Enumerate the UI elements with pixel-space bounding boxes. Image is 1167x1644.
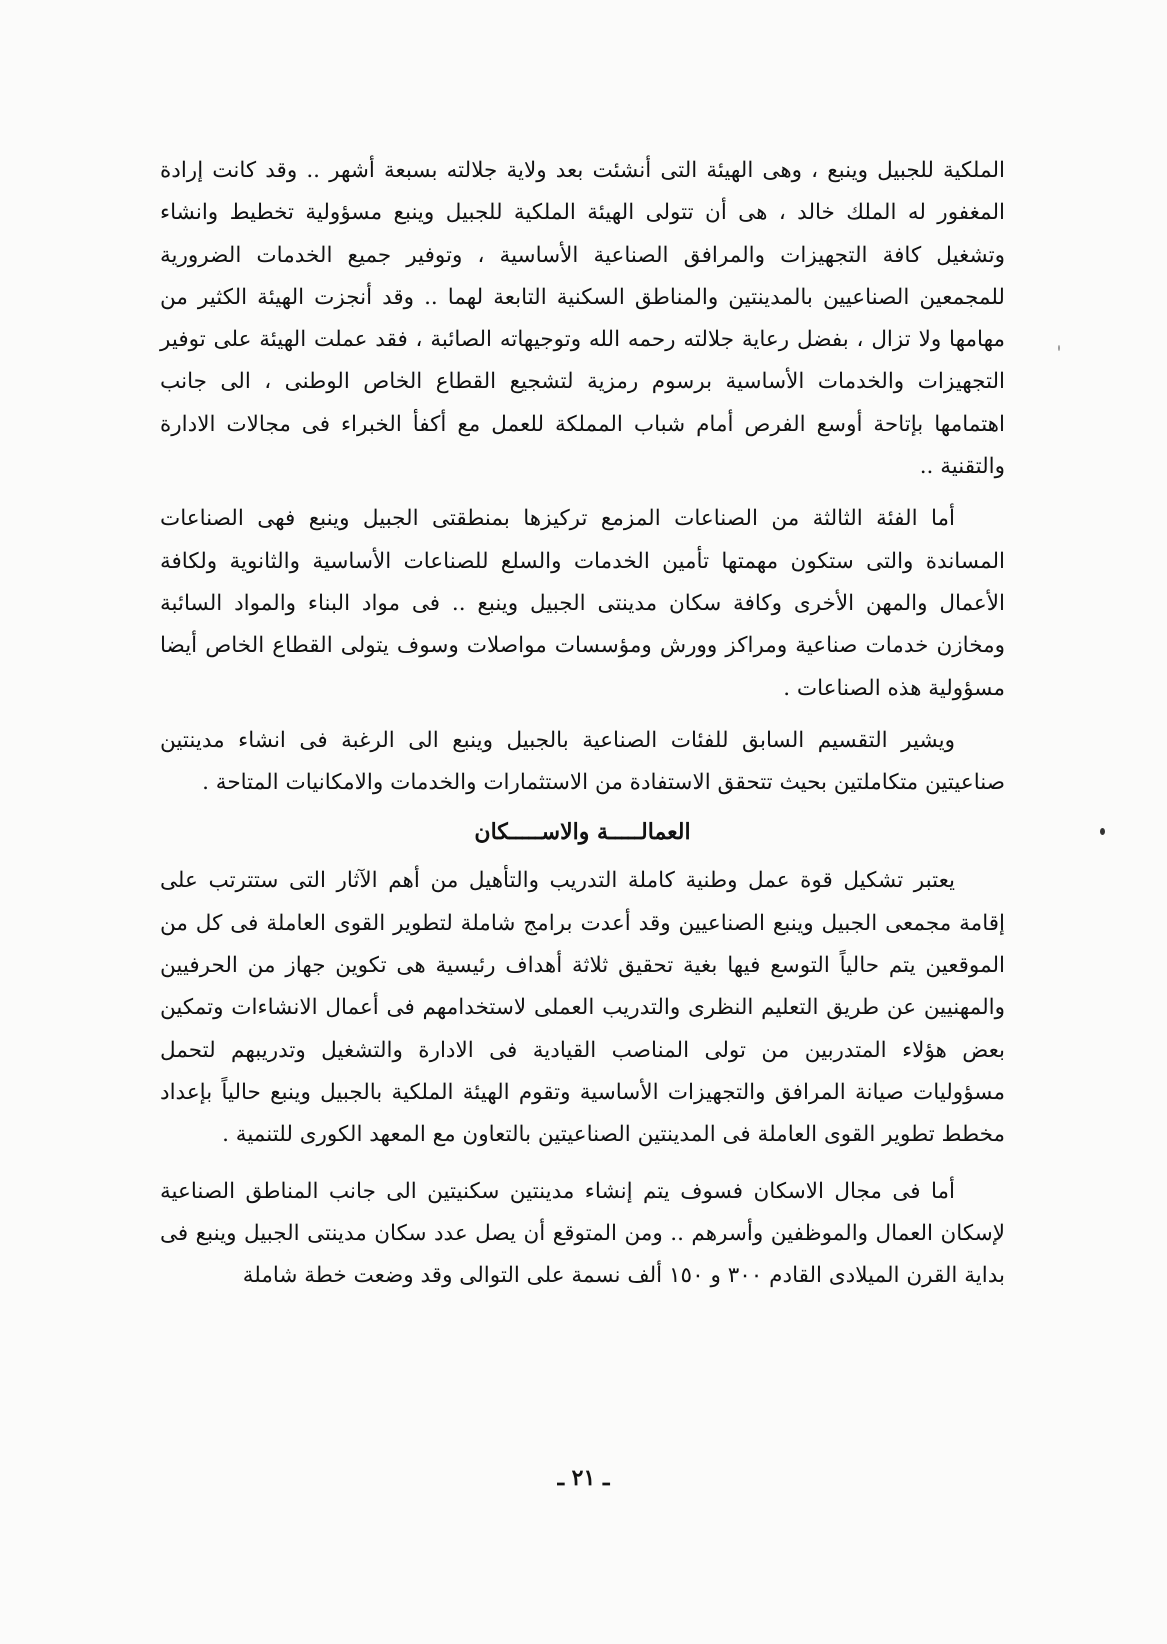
paragraph-royal-commission: الملكية للجبيل وينبع ، وهى الهيئة التى أنشئت بعد ولاية جلالته بسبعة أشهر .. وقد كانت إرادة المغفور له الملك خالد ، هى أن تتولى الهيئة الملكية للجبيل وينبع مسؤولية تخطيط وانشاء وتشغيل كافة التجهيزات والمرافق الصناعية الأساسية ، وتوفير جميع الخدمات الضرورية للمجمعين الصناعيين بالمدينتين والمناطق السكنية التابعة لهما .. وقد أنجزت الهيئة الكثير من مهامها ولا تزال ، بفضل رعاية جلالته رحمه الله وتوجيهاته الصائبة ، فقد عملت الهيئة على توفير التجهيزات والخدمات الأساسية برسوم رمزية لتشجيع القطاع الخاص الوطنى ، الى جانب اهتمامها بإتاحة أوسع الفرص أمام شباب المملكة للعمل مع أكفأ الخبراء فى مجالات الادارة والتقنية ..: [160, 158, 1005, 480]
paragraph-support-industries: أما الفئة الثالثة من الصناعات المزمع تركيزها بمنطقتى الجبيل وينبع فهى الصناعات المساندة والتى ستكون مهمتها تأمين الخدمات والسلع للصناعات الأساسية والثانوية ولكافة الأعمال والمهن الأخرى وكافة سكان مدينتى الجبيل وينبع .. فى مواد البناء والمواد السائبة ومخازن خدمات صناعية ومراكز وورش ومؤسسات مواصلات وسوف يتولى القطاع الخاص أيضا مسؤولية هذه الصناعات .: [160, 506, 1005, 701]
document-page: [160, 150, 1005, 1297]
scan-speck: [1100, 828, 1105, 835]
page-number: ـ ٢١ ـ: [557, 1465, 610, 1491]
section-heading: العمالـــــة والاســـــكان: [474, 819, 691, 846]
scan-speck: [1058, 345, 1060, 351]
spacer: [160, 1157, 1005, 1171]
spacer: [160, 488, 1005, 498]
paragraph-workforce: يعتبر تشكيل قوة عمل وطنية كاملة التدريب والتأهيل من أهم الآثار التى ستترتب على إقامة مجمعى الجبيل وينبع الصناعيين وقد أعدت برامج شاملة لتطوير القوى العاملة فى كل من الموقعين يتم حالياً التوسع فيها بغية تحقيق ثلاثة أهداف رئيسية هى تكوين جهاز من الحرفيين والمهنيين عن طريق التعليم النظرى والتدريب العملى لاستخدامهم فى أعمال الانشاءات وتمكين بعض هؤلاء المتدربين من تولى المناصب القيادية فى الادارة والتشغيل وتدريبهم لتحمل مسؤوليات صيانة المرافق والتجهيزات الأساسية وتقوم الهيئة الملكية بالجبيل وينبع حالياً بإعداد مخطط تطوير القوى العاملة فى المدينتين الصناعيتين بالتعاون مع المعهد الكورى للتنمية .: [160, 868, 1005, 1148]
spacer: [160, 710, 1005, 720]
paragraph-industrial-classification: ويشير التقسيم السابق للفئات الصناعية بالجبيل وينبع الى الرغبة فى انشاء مدينتين صناعيتين متكاملتين بحيث تتحقق الاستفادة من الاستثمارات والخدمات والامكانيات المتاحة .: [160, 727, 1005, 796]
paragraph-housing: أما فى مجال الاسكان فسوف يتم إنشاء مدينتين سكنيتين الى جانب المناطق الصناعية لإسكان العمال والموظفين وأسرهم .. ومن المتوقع أن يصل عدد سكان مدينتى الجبيل وينبع فى بداية القرن الميلادى القادم ٣٠٠ و ١٥٠ ألف نسمة على التوالى وقد وضعت خطة شاملة: [160, 1178, 1005, 1289]
